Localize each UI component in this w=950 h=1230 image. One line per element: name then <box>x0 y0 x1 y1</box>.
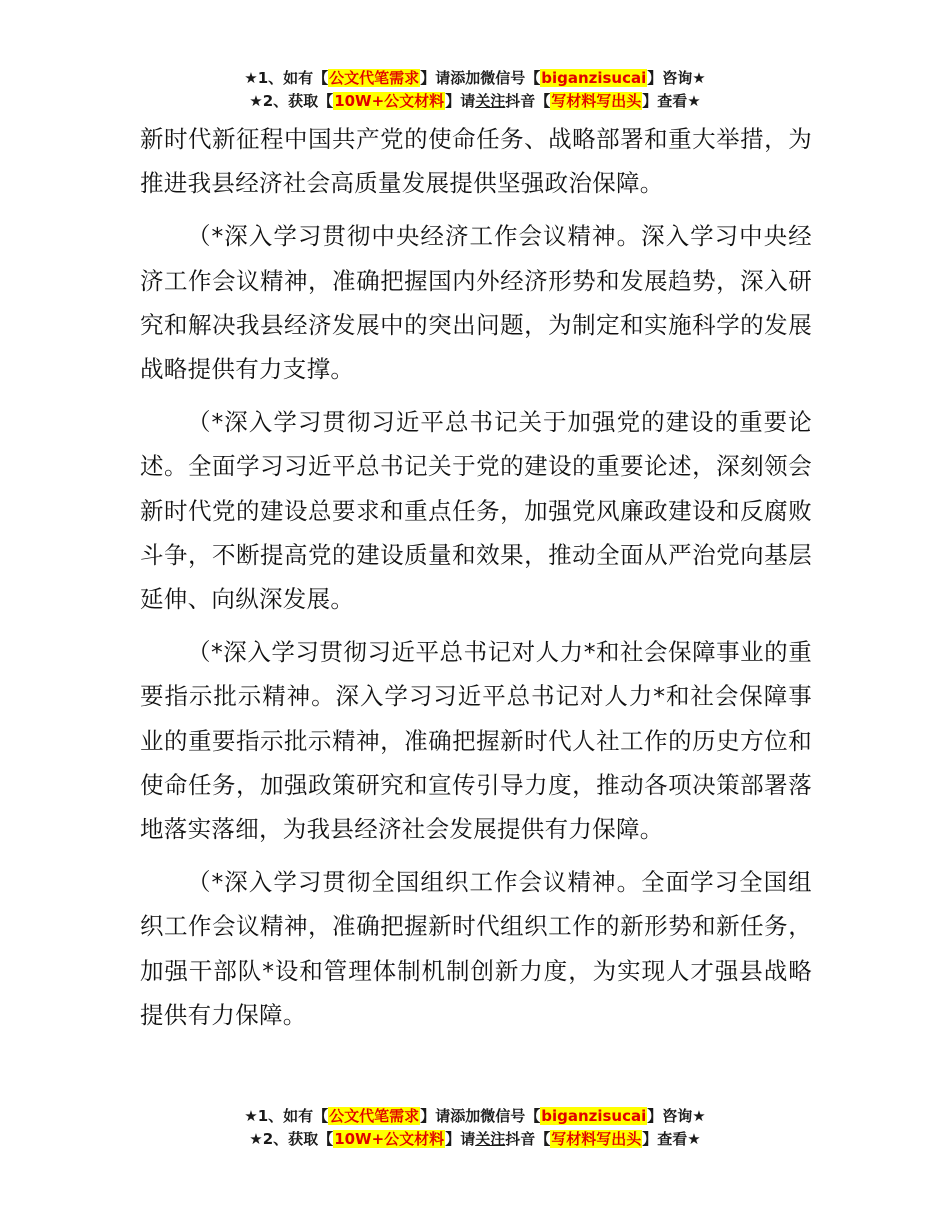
paragraph-human-resources: （*深入学习贯彻习近平总书记对人力*和社会保障事业的重要指示批示精神。深入学习习近平总书记对人力*和社会保障事业的重要指示批示精神，准确把握新时代人社工作的历史方位和使命任务，加强政策研究和宣传引导力度，推动各项决策部署落地落实落细，为我县经济社会发展提供有力保障。 <box>140 638 812 844</box>
highlight-materials: 10W+公文材料 <box>334 1130 445 1148</box>
paragraph-organization-work: （*深入学习贯彻全国组织工作会议精神。全面学习全国组织工作会议精神，准确把握新时代组织工作的新形势和新任务，加强干部队*设和管理体制机制创新力度，为实现人才强县战略提供有力保障。 <box>140 868 812 1029</box>
highlight-douyin-account: 写材料写出头 <box>551 1130 642 1148</box>
highlight-wechat-id: biganzisucai <box>541 1107 647 1125</box>
banner-line-2: ★2、获取【10W+公文材料】请关注抖音【写材料写出头】查看★ <box>249 92 701 110</box>
underlined-follow: 关注 <box>475 92 506 110</box>
highlight-service: 公文代笔需求 <box>329 69 420 87</box>
document-body <box>140 117 812 1046</box>
paragraph-economic-conference: （*深入学习贯彻中央经济工作会议精神。深入学习中央经济工作会议精神，准确把握国内外经济形势和发展趋势，深入研究和解决我县经济发展中的突出问题，为制定和实施科学的发展战略提供有力支撑。 <box>140 222 812 384</box>
paragraph-continuation: 新时代新征程中国共产党的使命任务、战略部署和重大举措，为推进我县经济社会高质量发展提供坚强政治保障。 <box>140 125 812 198</box>
underlined-follow: 关注 <box>475 1130 506 1148</box>
banner-line-1: ★1、如有【公文代笔需求】请添加微信号【biganzisucai】咨询★ <box>244 1107 706 1125</box>
highlight-wechat-id: biganzisucai <box>541 69 647 87</box>
header-banner <box>0 67 950 113</box>
banner-line-2: ★2、获取【10W+公文材料】请关注抖音【写材料写出头】查看★ <box>249 1130 701 1148</box>
paragraph-party-building: （*深入学习贯彻习近平总书记关于加强党的建设的重要论述。全面学习习近平总书记关于党的建设的重要论述，深刻领会新时代党的建设总要求和重点任务，加强党风廉政建设和反腐败斗争，不断提高党的建设质量和效果，推动全面从严治党向基层延伸、向纵深发展。 <box>140 408 812 614</box>
footer-banner <box>0 1105 950 1151</box>
banner-line-1: ★1、如有【公文代笔需求】请添加微信号【biganzisucai】咨询★ <box>244 69 706 87</box>
highlight-douyin-account: 写材料写出头 <box>551 92 642 110</box>
highlight-service: 公文代笔需求 <box>329 1107 420 1125</box>
highlight-materials: 10W+公文材料 <box>334 92 445 110</box>
